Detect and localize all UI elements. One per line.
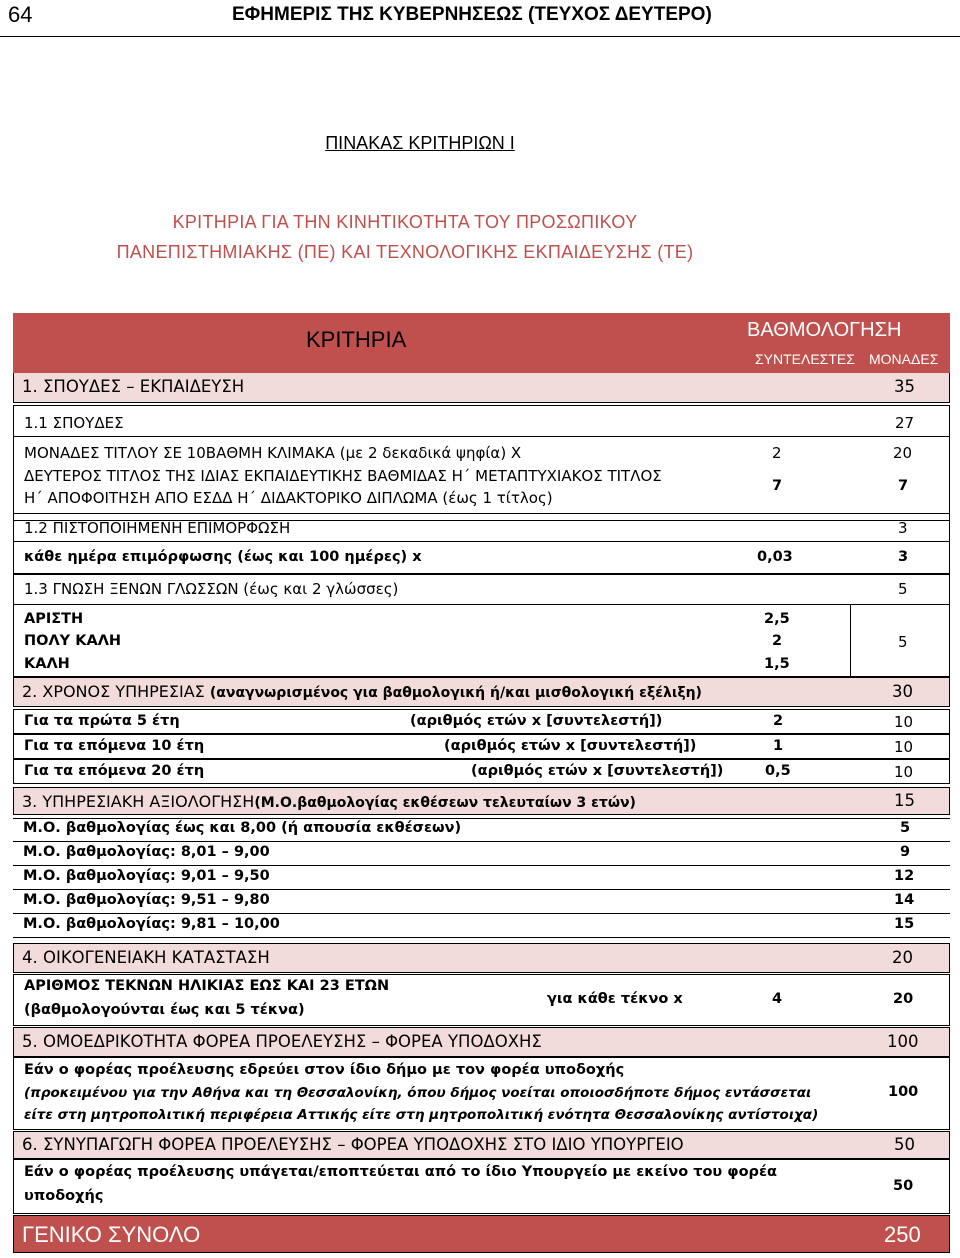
- same-ministry-line-1: Εάν ο φορέας προέλευσης υπάγεται/εποπτεύεται από το ίδιο Υπουργείο με εκείνο του φορέα: [24, 1164, 777, 1180]
- per-child-coef: 4: [772, 991, 783, 1007]
- second-degree-line-1: ΔΕΥΤΕΡΟΣ ΤΙΤΛΟΣ ΤΗΣ ΙΔΙΑΣ ΕΚΠΑΙΔΕΥΤΙΚΗΣ ΒΑΘΜΙΔΑΣ Η΄ ΜΕΤΑΠΤΥΧΙΑΚΟΣ ΤΙΤΛΟΣ: [24, 467, 662, 485]
- criteria-header: ΚΡΙΤΗΡΙΑ: [306, 327, 407, 352]
- per-child-label: για κάθε τέκνο x: [547, 991, 683, 1007]
- gazette-header: [0, 0, 960, 37]
- appraisal-row-1: Μ.Ο. βαθμολογίας έως και 8,00 (ή απουσία εκθέσεων) 5: [13, 818, 950, 842]
- subsection-1-2-total: 3: [898, 519, 908, 537]
- same-municipality-line-2: (προκειμένου για την Αθήνα και τη Θεσσαλονίκη, όπου δήμος νοείται οποιοσδήποτε δήμος εντάσσεται: [24, 1085, 812, 1101]
- section-3-total: 15: [894, 791, 915, 810]
- degree-grade-text: ΜΟΝΑΔΕΣ ΤΙΤΛΟΥ ΣΕ 10ΒΑΘΜΗ ΚΛΙΜΑΚΑ (με 2 δεκαδικά ψηφία) Χ: [24, 444, 522, 462]
- service-row-1: Για τα πρώτα 5 έτη (αριθμός ετών x [συντελεστή]) 2 10: [13, 709, 950, 734]
- lang-excellent-label: ΑΡΙΣΤΗ: [24, 611, 84, 627]
- appraisal-row-2: Μ.Ο. βαθμολογίας: 8,01 – 9,00 9: [13, 842, 950, 866]
- page-number: 64: [8, 2, 33, 27]
- section-1-title: 1. ΣΠΟΥΔΕΣ – ΕΚΠΑΙΔΕΥΣΗ: [22, 377, 245, 396]
- training-days-coef: 0,03: [757, 549, 793, 565]
- subsection-1-3-total: 5: [898, 580, 908, 598]
- training-days-units: 3: [898, 549, 909, 565]
- section-4-bar: [13, 943, 950, 973]
- section-1-total: 35: [894, 377, 915, 396]
- section-1-bar: [13, 373, 950, 403]
- same-municipality-line-1: Εάν ο φορέας προέλευσης εδρεύει στον ίδιο δήμο με τον φορέα υποδοχής: [24, 1062, 625, 1078]
- section-2-bar: [13, 677, 950, 707]
- appraisal-row-3: Μ.Ο. βαθμολογίας: 9,01 – 9,50 12: [13, 866, 950, 890]
- degree-grade-units: 20: [893, 444, 913, 462]
- subsection-1-2-title: 1.2 ΠΙΣΤΟΠΟΙΗΜΕΝΗ ΕΠΙΜΟΡΦΩΣΗ: [24, 519, 291, 537]
- section-3-title: 3. ΥΠΗΡΕΣΙΑΚΗ ΑΞΙΟΛΟΓΗΣΗ: [22, 792, 255, 811]
- same-ministry-line-2: υποδοχής: [24, 1188, 104, 1204]
- second-degree-coef: 7: [772, 478, 783, 494]
- training-days-text: κάθε ημέρα επιμόρφωσης (έως και 100 ημέρες) x: [24, 549, 422, 565]
- section-6-title: 6. ΣΥΝΥΠΑΓΩΓΗ ΦΟΡΕΑ ΠΡΟΕΛΕΥΣΗΣ – ΦΟΡΕΑ ΥΠΟΔΟΧΗΣ ΣΤΟ ΙΔΙΟ ΥΠΟΥΡΓΕΙΟ: [22, 1135, 684, 1154]
- degree-grade-coef: 2: [772, 444, 782, 462]
- same-municipality-units: 100: [888, 1084, 919, 1100]
- section-3-title-bold: (Μ.Ο.βαθμολογίας εκθέσεων τελευταίων 3 ετών): [254, 795, 636, 811]
- appraisal-row-5: Μ.Ο. βαθμολογίας: 9,81 – 10,00 15: [13, 914, 950, 938]
- same-ministry-units: 50: [893, 1178, 914, 1194]
- coefficients-header: ΣΥΝΤΕΛΕΣΤΕΣ: [755, 351, 855, 367]
- section-5-title: 5. ΟΜΟΕΔΡΙΚΟΤΗΤΑ ΦΟΡΕΑ ΠΡΟΕΛΕΥΣΗΣ – ΦΟΡΕΑ ΥΠΟΔΟΧΗΣ: [22, 1032, 542, 1051]
- lang-good-label: ΚΑΛΗ: [24, 656, 70, 672]
- table-title: ΠΙΝΑΚΑΣ ΚΡΙΤΗΡΙΩΝ Ι: [325, 133, 515, 153]
- same-municipality-line-3: είτε στη μητροπολιτική περιφέρεια Αττικής είτε στη μητροπολιτική ενότητα Θεσσαλονίκης αντίστοιχα): [24, 1107, 819, 1123]
- subsection-1-1-title: 1.1 ΣΠΟΥΔΕΣ: [24, 414, 124, 432]
- subsection-1-1-total: 27: [895, 414, 915, 432]
- grand-total-bar: [13, 1215, 950, 1253]
- lang-excellent-coef: 2,5: [764, 611, 790, 627]
- section-6-total: 50: [894, 1135, 915, 1154]
- subtitle-line-1: ΚΡΙΤΗΡΙΑ ΓΙΑ ΤΗΝ ΚΙΝΗΤΙΚΟΤΗΤΑ ΤΟΥ ΠΡΟΣΩΠΙΚΟΥ: [172, 212, 638, 232]
- section-6-bar: [13, 1131, 950, 1159]
- section-2-total: 30: [892, 682, 913, 701]
- children-line-1: ΑΡΙΘΜΟΣ ΤΕΚΝΩΝ ΗΛΙΚΙΑΣ ΕΩΣ ΚΑΙ 23 ΕΤΩΝ: [24, 978, 390, 994]
- grand-total-value: 250: [884, 1222, 921, 1247]
- children-units: 20: [893, 991, 914, 1007]
- service-row-3: Για τα επόμενα 20 έτη (αριθμός ετών x [συντελεστή]) 0,5 10: [13, 759, 950, 784]
- section-2-title: 2. ΧΡΟΝΟΣ ΥΠΗΡΕΣΙΑΣ: [22, 682, 205, 701]
- lang-very-good-coef: 2: [772, 633, 783, 649]
- grand-total-label: ΓΕΝΙΚΟ ΣΥΝΟΛΟ: [22, 1222, 201, 1247]
- units-header: ΜΟΝΑΔΕΣ: [869, 351, 939, 367]
- appraisal-row-4: Μ.Ο. βαθμολογίας: 9,51 – 9,80 14: [13, 890, 950, 914]
- section-4-title: 4. ΟΙΚΟΓΕΝΕΙΑΚΗ ΚΑΤΑΣΤΑΣΗ: [22, 948, 270, 967]
- gazette-title: ΕΦΗΜΕΡΙΣ ΤΗΣ ΚΥΒΕΡΝΗΣΕΩΣ (ΤΕΥΧΟΣ ΔΕΥΤΕΡΟ): [232, 4, 712, 25]
- section-4-total: 20: [892, 948, 913, 967]
- lang-units: 5: [898, 633, 908, 651]
- subtitle-line-2: ΠΑΝΕΠΙΣΤΗΜΙΑΚΗΣ (ΠΕ) ΚΑΙ ΤΕΧΝΟΛΟΓΙΚΗΣ ΕΚΠΑΙΔΕΥΣΗΣ (ΤΕ): [116, 242, 694, 262]
- lang-very-good-label: ΠΟΛΥ ΚΑΛΗ: [24, 633, 122, 649]
- table-header: [13, 313, 950, 373]
- section-5-bar: [13, 1027, 950, 1057]
- children-line-2: (βαθμολογούνται έως και 5 τέκνα): [24, 1002, 305, 1018]
- section-2-title-bold: (αναγνωρισμένος για βαθμολογική ή/και μισθολογική εξέλιξη): [209, 685, 702, 701]
- subsection-1-3-title: 1.3 ΓΝΩΣΗ ΞΕΝΩΝ ΓΛΩΣΣΩΝ (έως και 2 γλώσσες): [24, 580, 399, 598]
- second-degree-line-2: Η΄ ΑΠΟΦΟΙΤΗΣΗ ΑΠΟ ΕΣΔΔ Η΄ ΔΙΔΑΚΤΟΡΙΚΟ ΔΙΠΛΩΜΑ (έως 1 τίτλος): [24, 489, 553, 507]
- service-row-2: Για τα επόμενα 10 έτη (αριθμός ετών x [συντελεστή]) 1 10: [13, 734, 950, 759]
- section-5-total: 100: [887, 1032, 919, 1051]
- second-degree-units: 7: [898, 478, 909, 494]
- scoring-header: ΒΑΘΜΟΛΟΓΗΣΗ: [747, 319, 902, 341]
- section-3-bar: [13, 787, 950, 815]
- lang-good-coef: 1,5: [764, 656, 790, 672]
